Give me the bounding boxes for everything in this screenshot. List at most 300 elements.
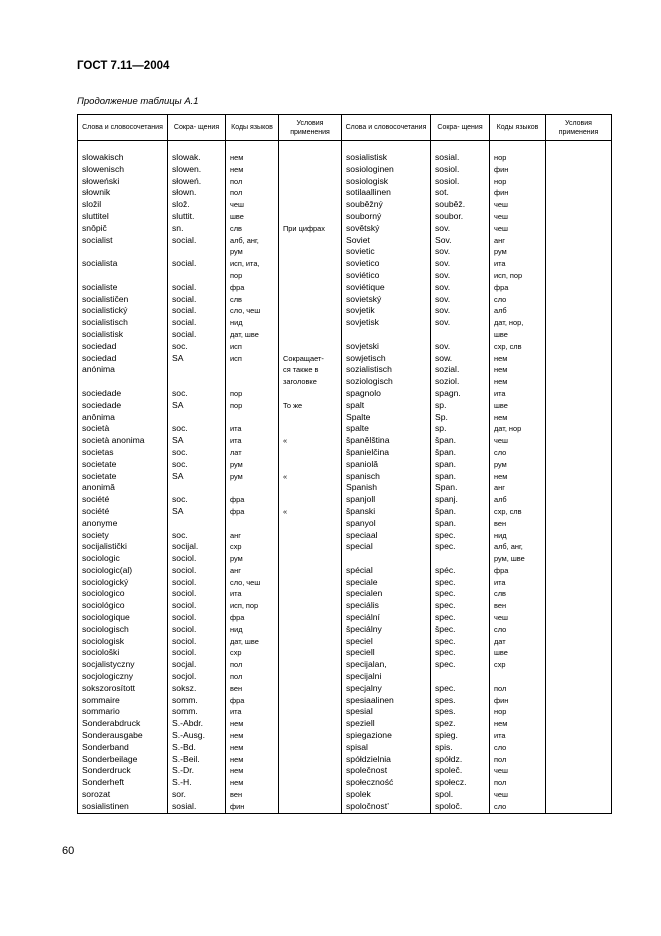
header-conditions: Условия применения: [279, 115, 342, 141]
cell-word-2: specialen: [342, 588, 431, 600]
cell-abbreviation: S.-Dr.: [168, 765, 226, 777]
cell-conditions: [279, 636, 342, 648]
cell-abbreviation-2: sosiol.: [431, 164, 490, 176]
cell-language-codes: [226, 376, 279, 388]
table-row: [78, 282, 612, 294]
cell-conditions: «: [279, 435, 342, 447]
cell-language-codes: рум: [226, 246, 279, 258]
cell-language-codes: исп, ита,: [226, 258, 279, 270]
cell-language-codes-2: шве: [490, 647, 546, 659]
cell-language-codes: дат, шве: [226, 329, 279, 341]
cell-language-codes: фра: [226, 695, 279, 707]
cell-language-codes-2: чеш: [490, 223, 546, 235]
cell-word: sluttitel: [78, 211, 168, 223]
cell-conditions-2: [546, 777, 612, 789]
cell-word: sociološki: [78, 647, 168, 659]
cell-conditions: [279, 647, 342, 659]
cell-conditions-2: [546, 600, 612, 612]
table-row: [78, 706, 612, 718]
cell-conditions-2: [546, 742, 612, 754]
cell-language-codes: алб, анг,: [226, 235, 279, 247]
table-row: [78, 364, 612, 376]
cell-conditions: [279, 329, 342, 341]
cell-conditions-2: [546, 211, 612, 223]
table-row: [78, 541, 612, 553]
cell-abbreviation-2: sov.: [431, 294, 490, 306]
cell-language-codes-2: сло: [490, 742, 546, 754]
cell-abbreviation: social.: [168, 317, 226, 329]
cell-word-2: spiegazione: [342, 730, 431, 742]
cell-conditions: [279, 388, 342, 400]
cell-abbreviation: S.-Bd.: [168, 742, 226, 754]
cell-language-codes: пор: [226, 270, 279, 282]
cell-abbreviation-2: spec.: [431, 530, 490, 542]
header-abbreviations: Сокра- щения: [168, 115, 226, 141]
cell-conditions-2: [546, 671, 612, 683]
cell-word: Sonderausgabe: [78, 730, 168, 742]
cell-conditions: [279, 482, 342, 494]
cell-abbreviation-2: spez.: [431, 718, 490, 730]
cell-word: [78, 376, 168, 388]
cell-language-codes: сло, чеш: [226, 305, 279, 317]
table-row: [78, 530, 612, 542]
cell-conditions: [279, 553, 342, 565]
cell-word: socjologiczny: [78, 671, 168, 683]
cell-word: slowenisch: [78, 164, 168, 176]
table-row: [78, 612, 612, 624]
cell-language-codes-2: схр: [490, 659, 546, 671]
cell-conditions: [279, 246, 342, 258]
cell-conditions-2: [546, 329, 612, 341]
cell-language-codes-2: пол: [490, 683, 546, 695]
table-row: [78, 376, 612, 388]
table-row: [78, 235, 612, 247]
cell-word: [78, 246, 168, 258]
page-number: 60: [62, 845, 75, 857]
cell-word-2: Soviet: [342, 235, 431, 247]
header-abbreviations-2: Сокра- щения: [431, 115, 490, 141]
cell-word-2: speciale: [342, 577, 431, 589]
cell-abbreviation-2: spes.: [431, 695, 490, 707]
cell-word: Sonderband: [78, 742, 168, 754]
cell-word: anonyme: [78, 518, 168, 530]
cell-conditions: [279, 695, 342, 707]
cell-abbreviation-2: spol.: [431, 789, 490, 801]
cell-abbreviation-2: sov.: [431, 246, 490, 258]
cell-abbreviation: słoweń.: [168, 176, 226, 188]
cell-language-codes: схр: [226, 541, 279, 553]
cell-language-codes-2: вен: [490, 518, 546, 530]
cell-language-codes-2: ита: [490, 577, 546, 589]
cell-word-2: sozialistisch: [342, 364, 431, 376]
cell-conditions: [279, 176, 342, 188]
cell-abbreviation: social.: [168, 235, 226, 247]
cell-conditions: [279, 541, 342, 553]
cell-abbreviation-2: sov.: [431, 258, 490, 270]
table-row: [78, 683, 612, 695]
cell-abbreviation-2: sov.: [431, 341, 490, 353]
cell-abbreviation-2: Sp.: [431, 412, 490, 424]
cell-conditions-2: [546, 765, 612, 777]
table-row: [78, 636, 612, 648]
cell-abbreviation: SA: [168, 435, 226, 447]
cell-word-2: soviétique: [342, 282, 431, 294]
cell-conditions-2: [546, 400, 612, 412]
cell-language-codes-2: ита: [490, 258, 546, 270]
cell-language-codes-2: сло: [490, 624, 546, 636]
cell-word-2: soziologisch: [342, 376, 431, 388]
table-row: [78, 730, 612, 742]
cell-abbreviation-2: span.: [431, 459, 490, 471]
cell-language-codes-2: нор: [490, 706, 546, 718]
table-row: [78, 494, 612, 506]
cell-word: societas: [78, 447, 168, 459]
header-words: Слова и словосочетания: [78, 115, 168, 141]
cell-word-2: souborný: [342, 211, 431, 223]
cell-word-2: społeczność: [342, 777, 431, 789]
cell-conditions-2: [546, 518, 612, 530]
cell-abbreviation-2: soubor.: [431, 211, 490, 223]
cell-abbreviation: S.-Ausg.: [168, 730, 226, 742]
cell-language-codes: вен: [226, 789, 279, 801]
table-row: [78, 341, 612, 353]
table-row: [78, 577, 612, 589]
cell-conditions: [279, 270, 342, 282]
cell-conditions: [279, 152, 342, 164]
cell-word-2: speciell: [342, 647, 431, 659]
cell-conditions-2: [546, 223, 612, 235]
cell-word-2: spécial: [342, 565, 431, 577]
cell-language-codes: фра: [226, 612, 279, 624]
cell-conditions: [279, 565, 342, 577]
cell-word: anônima: [78, 412, 168, 424]
cell-abbreviation-2: špan.: [431, 447, 490, 459]
cell-word-2: sovietico: [342, 258, 431, 270]
cell-conditions-2: [546, 612, 612, 624]
cell-word: sociedade: [78, 400, 168, 412]
cell-word-2: sovjetski: [342, 341, 431, 353]
cell-abbreviation: S.-H.: [168, 777, 226, 789]
cell-conditions: [279, 683, 342, 695]
cell-conditions: [279, 412, 342, 424]
cell-conditions: [279, 789, 342, 801]
cell-word-2: spanjoll: [342, 494, 431, 506]
cell-conditions-2: [546, 364, 612, 376]
cell-word: socialistický: [78, 305, 168, 317]
cell-conditions: [279, 423, 342, 435]
cell-word-2: španielčina: [342, 447, 431, 459]
cell-language-codes-2: чеш: [490, 789, 546, 801]
cell-abbreviation: słown.: [168, 187, 226, 199]
cell-word: sosialistinen: [78, 801, 168, 813]
cell-abbreviation: social.: [168, 282, 226, 294]
cell-word: Sonderdruck: [78, 765, 168, 777]
cell-conditions: [279, 282, 342, 294]
cell-word: socialistisk: [78, 329, 168, 341]
cell-abbreviation-2: špan.: [431, 435, 490, 447]
table-row: [78, 647, 612, 659]
cell-conditions-2: [546, 152, 612, 164]
cell-word: słownik: [78, 187, 168, 199]
cell-conditions-2: [546, 482, 612, 494]
cell-conditions: «: [279, 471, 342, 483]
cell-language-codes: ита: [226, 588, 279, 600]
cell-abbreviation: sociol.: [168, 636, 226, 648]
header-language-codes-2: Коды языков: [490, 115, 546, 141]
table-row: [78, 435, 612, 447]
cell-conditions: [279, 730, 342, 742]
cell-conditions: Сокращает-: [279, 353, 342, 365]
cell-conditions-2: [546, 588, 612, 600]
cell-abbreviation: somm.: [168, 706, 226, 718]
table-body: [78, 141, 612, 814]
cell-word-2: sotilaallinen: [342, 187, 431, 199]
cell-language-codes-2: нор: [490, 152, 546, 164]
cell-word: socjalistyczny: [78, 659, 168, 671]
cell-abbreviation: sociol.: [168, 565, 226, 577]
cell-language-codes-2: чеш: [490, 765, 546, 777]
cell-word-2: spesial: [342, 706, 431, 718]
table-row: [78, 588, 612, 600]
cell-language-codes-2: исп, пор: [490, 270, 546, 282]
cell-language-codes-2: дат, нор,: [490, 317, 546, 329]
cell-conditions: [279, 600, 342, 612]
cell-language-codes-2: нем: [490, 471, 546, 483]
cell-word: société: [78, 494, 168, 506]
cell-word: sociedad: [78, 353, 168, 365]
cell-language-codes-2: чеш: [490, 199, 546, 211]
cell-conditions: [279, 164, 342, 176]
cell-language-codes-2: нор: [490, 176, 546, 188]
cell-conditions-2: [546, 412, 612, 424]
cell-abbreviation: [168, 482, 226, 494]
cell-conditions: [279, 518, 342, 530]
cell-language-codes-2: алб: [490, 305, 546, 317]
cell-language-codes: ита: [226, 435, 279, 447]
cell-word: anonimă: [78, 482, 168, 494]
table-row: [78, 777, 612, 789]
cell-language-codes-2: шве: [490, 329, 546, 341]
cell-abbreviation-2: span.: [431, 518, 490, 530]
cell-conditions: [279, 317, 342, 329]
cell-word: socialističen: [78, 294, 168, 306]
cell-conditions-2: [546, 305, 612, 317]
cell-language-codes: рум: [226, 459, 279, 471]
cell-language-codes-2: шве: [490, 400, 546, 412]
cell-abbreviation-2: sp.: [431, 400, 490, 412]
cell-language-codes-2: вен: [490, 600, 546, 612]
cell-abbreviation-2: spec.: [431, 683, 490, 695]
cell-abbreviation: soc.: [168, 530, 226, 542]
cell-abbreviation: socjal.: [168, 659, 226, 671]
cell-conditions: [279, 754, 342, 766]
cell-language-codes-2: фра: [490, 565, 546, 577]
cell-conditions-2: [546, 435, 612, 447]
cell-word: società anonima: [78, 435, 168, 447]
cell-word-2: spanisch: [342, 471, 431, 483]
cell-language-codes-2: дат: [490, 636, 546, 648]
table-row: [78, 459, 612, 471]
table-row: [78, 423, 612, 435]
cell-conditions: [279, 801, 342, 813]
cell-abbreviation: SA: [168, 506, 226, 518]
table-row: [78, 258, 612, 270]
cell-conditions: [279, 447, 342, 459]
cell-language-codes: ита: [226, 706, 279, 718]
cell-abbreviation-2: [431, 671, 490, 683]
cell-language-codes: нем: [226, 718, 279, 730]
cell-abbreviation-2: Span.: [431, 482, 490, 494]
cell-abbreviation: sociol.: [168, 588, 226, 600]
table-header-row: [78, 115, 612, 141]
cell-word: socialista: [78, 258, 168, 270]
table-row: [78, 718, 612, 730]
cell-language-codes: фра: [226, 506, 279, 518]
cell-conditions: То же: [279, 400, 342, 412]
cell-language-codes: нем: [226, 754, 279, 766]
cell-conditions: заголовке: [279, 376, 342, 388]
cell-abbreviation-2: soziol.: [431, 376, 490, 388]
cell-word-2: sosiologinen: [342, 164, 431, 176]
cell-conditions: [279, 187, 342, 199]
cell-conditions: [279, 235, 342, 247]
cell-abbreviation: soksz.: [168, 683, 226, 695]
cell-abbreviation: sociol.: [168, 647, 226, 659]
cell-abbreviation: social.: [168, 258, 226, 270]
cell-conditions-2: [546, 541, 612, 553]
cell-abbreviation: sociol.: [168, 577, 226, 589]
cell-language-codes-2: нем: [490, 718, 546, 730]
cell-language-codes-2: алб: [490, 494, 546, 506]
cell-word: složil: [78, 199, 168, 211]
cell-conditions-2: [546, 258, 612, 270]
cell-abbreviation-2: spec.: [431, 577, 490, 589]
cell-language-codes-2: схр, слв: [490, 506, 546, 518]
table-row: [78, 400, 612, 412]
cell-language-codes-2: фра: [490, 282, 546, 294]
table-row: [78, 600, 612, 612]
cell-abbreviation-2: spec.: [431, 612, 490, 624]
cell-language-codes-2: чеш: [490, 612, 546, 624]
cell-word-2: spalte: [342, 423, 431, 435]
cell-conditions-2: [546, 235, 612, 247]
cell-language-codes-2: рум, шве: [490, 553, 546, 565]
cell-abbreviation: social.: [168, 305, 226, 317]
cell-word: sociologisch: [78, 624, 168, 636]
cell-abbreviation: soc.: [168, 494, 226, 506]
cell-language-codes: анг: [226, 565, 279, 577]
cell-language-codes: нем: [226, 164, 279, 176]
cell-conditions: [279, 588, 342, 600]
cell-word-2: špeciálny: [342, 624, 431, 636]
cell-abbreviation: soc.: [168, 423, 226, 435]
cell-language-codes: фра: [226, 282, 279, 294]
cell-language-codes-2: фин: [490, 164, 546, 176]
cell-conditions: [279, 577, 342, 589]
table-row: [78, 223, 612, 235]
cell-abbreviation-2: sot.: [431, 187, 490, 199]
cell-abbreviation: soc.: [168, 341, 226, 353]
cell-word: societate: [78, 471, 168, 483]
cell-conditions: При цифрах: [279, 223, 342, 235]
cell-abbreviation-2: spanj.: [431, 494, 490, 506]
cell-abbreviation-2: souběž.: [431, 199, 490, 211]
cell-language-codes: нем: [226, 152, 279, 164]
cell-language-codes: пол: [226, 671, 279, 683]
cell-abbreviation: [168, 246, 226, 258]
cell-language-codes: исп: [226, 353, 279, 365]
cell-language-codes-2: пол: [490, 754, 546, 766]
table-row: [78, 671, 612, 683]
cell-conditions: [279, 624, 342, 636]
cell-abbreviation: sociol.: [168, 600, 226, 612]
cell-conditions-2: [546, 270, 612, 282]
cell-language-codes-2: анг: [490, 235, 546, 247]
cell-word-2: sosialistisk: [342, 152, 431, 164]
cell-conditions-2: [546, 341, 612, 353]
cell-word-2: speciální: [342, 612, 431, 624]
cell-abbreviation: soc.: [168, 459, 226, 471]
cell-word-2: spoločnost’: [342, 801, 431, 813]
cell-abbreviation-2: sow.: [431, 353, 490, 365]
cell-language-codes-2: ита: [490, 388, 546, 400]
cell-abbreviation-2: společ.: [431, 765, 490, 777]
header-language-codes: Коды языков: [226, 115, 279, 141]
cell-language-codes-2: чеш: [490, 211, 546, 223]
cell-conditions-2: [546, 789, 612, 801]
cell-language-codes: пор: [226, 388, 279, 400]
cell-abbreviation: sn.: [168, 223, 226, 235]
table-row: [78, 305, 612, 317]
cell-conditions-2: [546, 317, 612, 329]
cell-word-2: sowjetisch: [342, 353, 431, 365]
cell-word-2: speciel: [342, 636, 431, 648]
cell-conditions-2: [546, 659, 612, 671]
cell-language-codes-2: нем: [490, 364, 546, 376]
cell-word-2: sovjetik: [342, 305, 431, 317]
cell-word: socialist: [78, 235, 168, 247]
cell-abbreviation-2: społecz.: [431, 777, 490, 789]
table-row: [78, 447, 612, 459]
cell-abbreviation: soc.: [168, 388, 226, 400]
cell-word: sorozat: [78, 789, 168, 801]
cell-abbreviation-2: spec.: [431, 659, 490, 671]
header-conditions-2: Условия применения: [546, 115, 612, 141]
cell-language-codes-2: фин: [490, 187, 546, 199]
cell-word-2: sosiologisk: [342, 176, 431, 188]
cell-language-codes: схр: [226, 647, 279, 659]
cell-language-codes: нем: [226, 742, 279, 754]
cell-language-codes: исп, пор: [226, 600, 279, 612]
document-title: ГОСТ 7.11—2004: [77, 60, 170, 72]
cell-conditions-2: [546, 388, 612, 400]
cell-language-codes: рум: [226, 553, 279, 565]
cell-word: słoweński: [78, 176, 168, 188]
cell-word: Sonderheft: [78, 777, 168, 789]
cell-abbreviation-2: spis.: [431, 742, 490, 754]
cell-abbreviation: sociol.: [168, 624, 226, 636]
table-row: [78, 565, 612, 577]
cell-word: [78, 270, 168, 282]
cell-conditions-2: [546, 294, 612, 306]
cell-conditions-2: [546, 706, 612, 718]
cell-abbreviation-2: sosiol.: [431, 176, 490, 188]
cell-language-codes-2: сло: [490, 447, 546, 459]
cell-conditions-2: [546, 459, 612, 471]
cell-conditions: [279, 211, 342, 223]
cell-word: sommaire: [78, 695, 168, 707]
table-row: [78, 353, 612, 365]
